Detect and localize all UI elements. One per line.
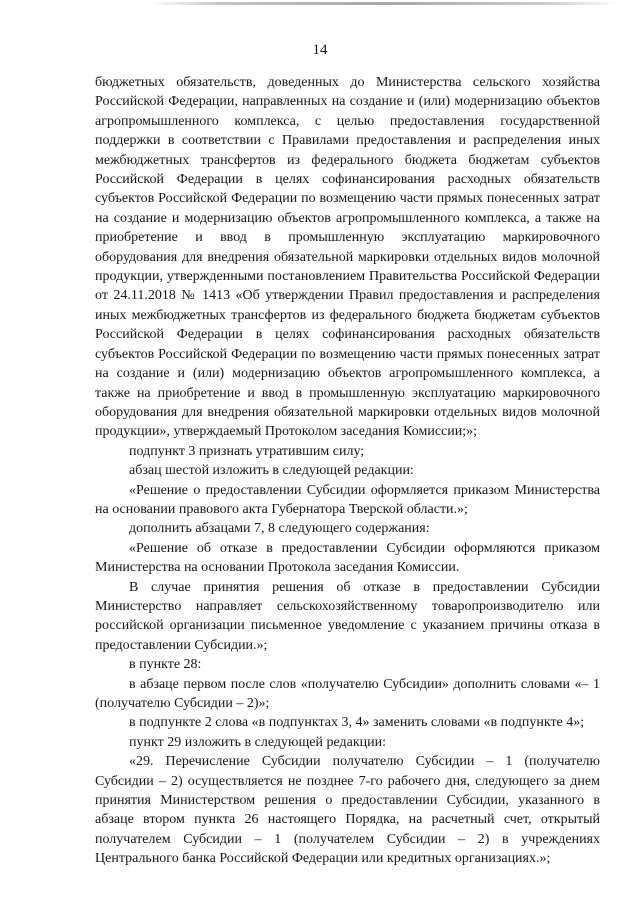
paragraph-3: абзац шестой изложить в следующей редакции:	[129, 463, 414, 479]
scan-artifact-top-edge	[150, 2, 620, 5]
paragraph-11: пункт 29 изложить в следующей редакции:	[129, 734, 386, 750]
paragraph-10: в подпункте 2 слова «в подпунктах 3, 4» заменить словами «в подпункте 4»;	[129, 715, 585, 731]
page-number: 14	[312, 42, 328, 58]
paragraph-5: дополнить абзацами 7, 8 следующего содержания:	[129, 521, 430, 537]
paragraph-9: в абзаце первом после слов «получателю Субсидии» дополнить словами «– 1 (получателю Субсидии – 2)»;	[95, 676, 600, 711]
paragraph-7: В случае принятия решения об отказе в предоставлении Субсидии Министерство направляет сельскохозяйственному товаропроизводителю или российской организации письменное уведомление с указанием причины отказа в предоставлении Субсидии.»;	[95, 579, 600, 653]
paragraph-12: «29. Перечисление Субсидии получателю Субсидии – 1 (получателю Субсидии – 2) осуществляется не позднее 7-го рабочего дня, следующего за днем принятия Министерством решения о предоставлении Субсидии, указанного в абзаце втором пункта 26 настоящего Порядка, на расчетный счет, открытый получателем Субсидии – 1 (получателем Субсидии – 2) в учреждениях Центрального банка Российской Федерации или кредитных организациях.»;	[95, 754, 600, 867]
paragraph-2: подпункт 3 признать утратившим силу;	[129, 443, 365, 459]
paragraph-6: «Решение об отказе в предоставлении Субсидии оформляются приказом Министерства на основании Протокола заседания Комиссии.	[95, 540, 600, 576]
paragraph-4: «Решение о предоставлении Субсидии оформляется приказом Министерства на основании правового акта Губернатора Тверской области.»;	[95, 482, 600, 517]
document-body	[95, 73, 600, 869]
paragraph-8: в пункте 28:	[129, 657, 202, 673]
paragraph-1: бюджетных обязательств, доведенных до Министерства сельского хозяйства Российской Федерации, направленных на создание и (или) модернизацию объектов агропромышленного комплекса, с целью предоставления государственной поддержки в соответствии с Правилами предоставления и распределения иных межбюджетных трансфертов из федерального бюджета бюджетам субъектов Российской Федерации в целях софинансирования расходных обязательств субъектов Российской Федерации по возмещению части прямых понесенных затрат на создание и модернизацию объектов агропромышленного комплекса, а также на приобретение и ввод в промышленную эксплуатацию маркировочного оборудования для внедрения обязательной маркировки отдельных видов молочной продукции, утвержденными постановлением Правительства Российской Федерации от 24.11.2018 № 1413 «Об утверждении Правил предоставления и распределения иных межбюджетных трансфертов из федерального бюджета бюджетам субъектов Российской Федерации в целях софинансирования расходных обязательств субъектов Российской Федерации по возмещению части прямых понесенных затрат на создание и (или) модернизацию объектов агропромышленного комплекса, а также на приобретение и ввод в промышленную эксплуатацию маркировочного оборудования для внедрения обязательной маркировки отдельных видов молочной продукции», утверждаемый Протоколом заседания Комиссии;»;	[95, 75, 600, 440]
